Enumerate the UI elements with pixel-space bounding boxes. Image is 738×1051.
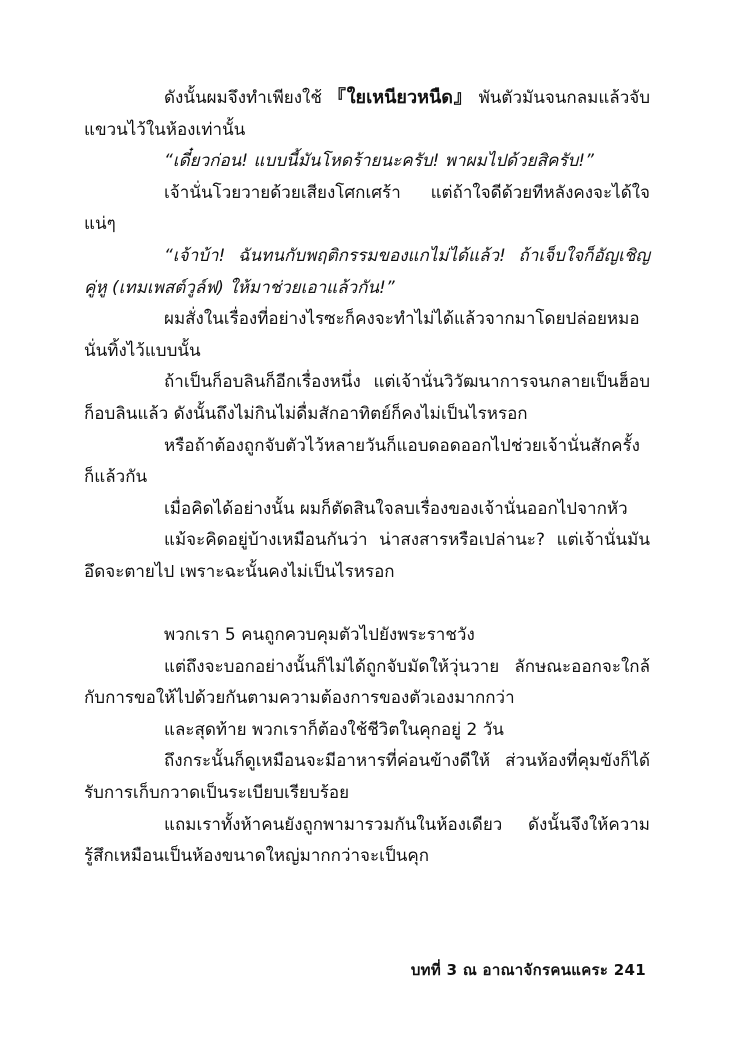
- paragraph-7: หรือถ้าต้องถูกจับตัวไว้หลายวันก็แอบดอดออกไปช่วยเจ้านั่นสักครั้งก็แล้วกัน: [84, 435, 640, 488]
- page-footer: บทที่ 3 ณ อาณาจักรคนแคระ 241: [410, 961, 646, 979]
- paragraph-12: และสุดท้าย พวกเราก็ต้องใช้ชีวิตในคุกอยู่ 2 วัน: [164, 719, 504, 740]
- body-text: [84, 82, 650, 873]
- paragraph-9: แม้จะคิดอยู่บ้างเหมือนกันว่า น่าสงสารหรือเปล่านะ? แต่เจ้านั่นมันอึดจะตายไป เพราะฉะนั้นคงไม่เป็นไรหรอก: [84, 530, 650, 582]
- paragraph-11: แต่ถึงจะบอกอย่างนั้นก็ไม่ได้ถูกจับมัดให้วุ่นวาย ลักษณะออกจะใกล้กับการขอให้ไปด้วยกันตามความต้องการของตัวเองมากกว่า: [84, 656, 650, 709]
- paragraph-3: เจ้านั่นโวยวายด้วยเสียงโศกเศร้า แต่ถ้าใจดีด้วยทีหลังคงจะได้ใจแน่ๆ: [84, 182, 650, 235]
- paragraph-14: แถมเราทั้งห้าคนยังถูกพามารวมกันในห้องเดียว ดังนั้นจึงให้ความรู้สึกเหมือนเป็นห้องขนาดใหญ่มากกว่าจะเป็นคุก: [84, 814, 650, 867]
- paragraph-8: เมื่อคิดได้อย่างนั้น ผมก็ตัดสินใจลบเรื่องของเจ้านั่นออกไปจากหัว: [164, 498, 628, 519]
- skill-name: 『ใยเหนียวหนืด』: [328, 87, 473, 108]
- paragraph-10: พวกเรา 5 คนถูกควบคุมตัวไปยังพระราชวัง: [164, 625, 475, 646]
- paragraph-6: ถ้าเป็นก็อบลินก็อีกเรื่องหนึ่ง แต่เจ้านั่นวิวัฒนาการจนกลายเป็นฮ็อบก็อบลินแล้ว ดังนั้นถึงไม่กินไม่ดื่มสักอาทิตย์ก็คงไม่เป็นไรหรอก: [84, 372, 650, 424]
- paragraph-5: ผมสั่งในเรื่องที่อย่างไรซะก็คงจะทำไม่ได้แล้วจากมาโดยปล่อยหมอนั่นทิ้งไว้แบบนั้น: [84, 309, 640, 361]
- paragraph-4: “เจ้าบ้า! ฉันทนกับพฤติกรรมของแกไม่ได้แล้ว! ถ้าเจ็บใจก็อัญเชิญคู่หู (เทมเพสต์วูล์ฟ) ให้มาช่วยเอาแล้วกัน!”: [84, 245, 650, 298]
- paragraph-2: “เดี๋ยวก่อน! แบบนี้มันโหดร้ายนะครับ! พาผมไปด้วยสิครับ!”: [164, 151, 594, 172]
- paragraph-13: ถึงกระนั้นก็ดูเหมือนจะมีอาหารที่ค่อนข้างดีให้ ส่วนห้องที่คุมขังก็ได้รับการเก็บกวาดเป็นระเบียบเรียบร้อย: [84, 751, 650, 804]
- paragraph-1: ดังนั้นผมจึงทำเพียงใช้ 『ใยเหนียวหนืด』 พันตัวมันจนกลมแล้วจับแขวนไว้ในห้องเท่านั้น: [84, 87, 650, 140]
- section-break: [84, 589, 650, 621]
